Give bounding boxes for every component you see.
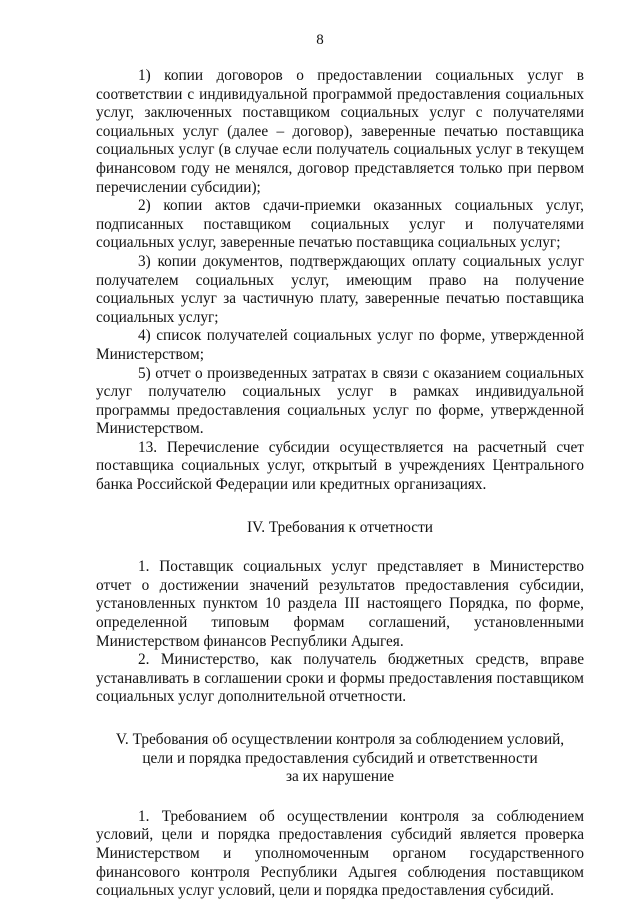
paragraph-item-2: 2) копии актов сдачи-приемки оказанных социальных услуг, подписанных поставщиком социальных услуг и получателями социальных услуг, заверенные печатью поставщика социальных услуг; <box>96 197 584 252</box>
section-v-heading-line-1: V. Требования об осуществлении контроля за соблюдением условий, <box>115 731 565 748</box>
spacer <box>96 707 584 731</box>
section-iv-paragraph-1: 1. Поставщик социальных услуг представляет в Министерство отчет о достижении значений результатов предоставления субсидии, установленных пунктом 10 раздела III настоящего Порядка, по форме, определенной типовым формам соглашений, установленными Министерством финансов Республики Адыгея. <box>96 558 584 650</box>
page-number: 8 <box>316 32 324 48</box>
section-iv-heading: IV. Требования к отчетности <box>247 518 433 536</box>
section-v-paragraph-1: 1. Требованием об осуществлении контроля за соблюдением условий, цели и порядка предоставления субсидий является проверка Министерством и уполномоченным органом государственного финансового контроля Республики Адыгея соблюдения поставщиком социальных услуг условий, цели и порядка предоставления субсидий. <box>96 807 584 900</box>
paragraph-item-5: 5) отчет о произведенных затратах в связи с оказанием социальных услуг получателю социальных услуг в рамках индивидуальной программы предоставления социальных услуг по форме, утвержденной Министерством. <box>96 364 584 438</box>
spacer <box>96 495 584 519</box>
paragraph-item-1: 1) копии договоров о предоставлении социальных услуг в соответствии с индивидуальной программой предоставления социальных услуг, заключенных поставщиком социальных услуг с получателями социальных услуг (далее – договор), заверенные печатью поставщика социальных услуг (в случае если получатель социальных услуг в текущем финансовом году не менялся, договор представляется только при первом перечислении субсидии); <box>96 67 584 196</box>
spacer <box>96 537 584 558</box>
section-iv-paragraph-2: 2. Министерство, как получатель бюджетных средств, вправе устанавливать в соглашении сроки и формы предоставления поставщиком социальных услуг дополнительной отчетности. <box>96 651 584 706</box>
document-body <box>96 67 584 901</box>
paragraph-item-4: 4) список получателей социальных услуг по форме, утвержденной Министерством; <box>96 327 584 363</box>
section-v-heading-line-3: за их нарушение <box>285 768 395 786</box>
section-v-heading-line-2: цели и порядка предоставления субсидий и ответственности <box>142 749 538 767</box>
spacer <box>96 787 584 808</box>
paragraph-13: 13. Перечисление субсидии осуществляется на расчетный счет поставщика социальных услуг, открытый в учреждениях Центрального банка Российской Федерации или кредитных организациях. <box>96 438 584 494</box>
paragraph-item-3: 3) копии документов, подтверждающих оплату социальных услуг получателем социальных услуг, имеющим право на получение социальных услуг за частичную плату, заверенные печатью поставщика социальных услуг; <box>96 252 584 326</box>
